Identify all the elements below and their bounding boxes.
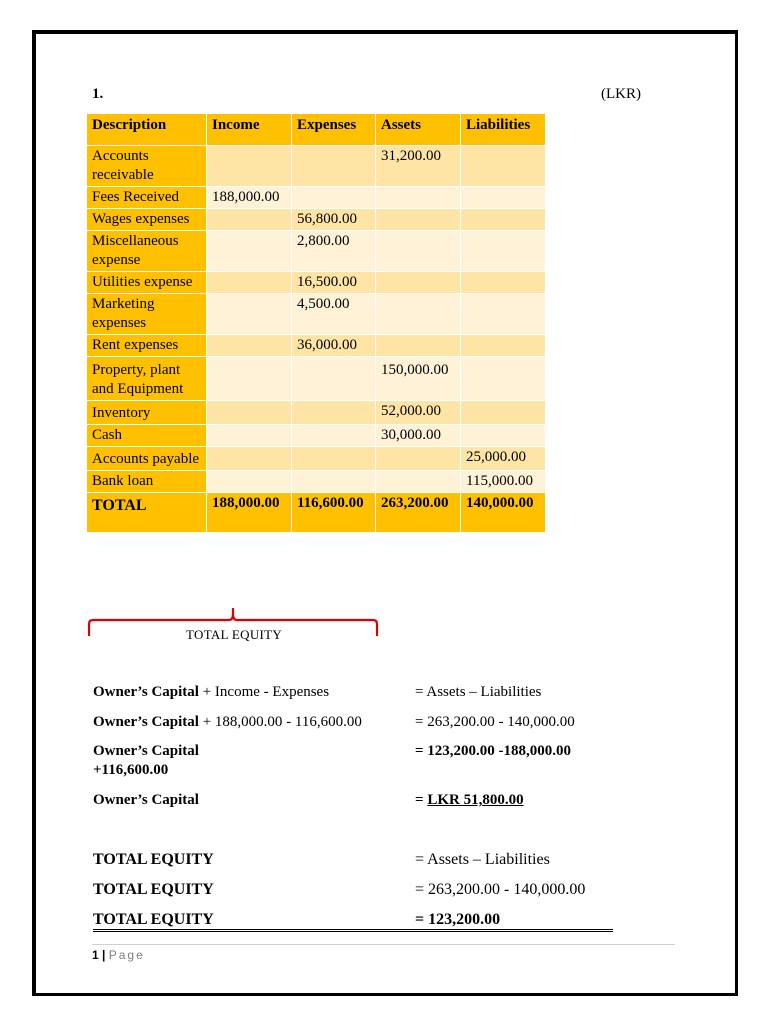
- total-income: 188,000.00: [207, 493, 292, 533]
- table-row: [87, 231, 546, 272]
- row-description: Property, plant and Equipment: [87, 357, 207, 401]
- row-income: [207, 357, 292, 401]
- eq3-term: Owner’s Capital: [93, 743, 199, 759]
- row-income: [207, 231, 292, 272]
- row-expenses: [292, 471, 376, 493]
- total-equity-line-1-right: = Assets – Liabilities: [415, 851, 550, 868]
- table-row: [87, 146, 546, 187]
- row-liabilities: [461, 187, 546, 209]
- row-assets: [376, 187, 461, 209]
- equation-line-1-left: [93, 683, 329, 702]
- row-description: Accounts payable: [87, 447, 207, 471]
- row-expenses: 2,800.00: [292, 231, 376, 272]
- table-row: [87, 357, 546, 401]
- row-income: 188,000.00: [207, 187, 292, 209]
- total-equity-result: = 123,200.00: [415, 911, 501, 928]
- row-income: [207, 447, 292, 471]
- row-liabilities: [461, 294, 546, 335]
- total-equity-line-2-left: TOTAL EQUITY: [93, 881, 214, 898]
- row-expenses: [292, 447, 376, 471]
- row-liabilities: [461, 272, 546, 294]
- row-income: [207, 335, 292, 357]
- eq2-term: Owner’s Capital: [93, 714, 199, 730]
- row-assets: 30,000.00: [376, 425, 461, 447]
- owners-capital-result: LKR 51,800.00: [427, 792, 524, 808]
- total-equity-line-3: [93, 911, 613, 932]
- row-assets: [376, 294, 461, 335]
- eq4-prefix: =: [415, 792, 428, 808]
- total-row: [87, 493, 546, 533]
- page-number: 1: [92, 948, 99, 962]
- equation-line-4-left: Owner’s Capital: [93, 792, 199, 808]
- eq1-term: Owner’s Capital: [93, 684, 199, 700]
- row-liabilities: 25,000.00: [461, 447, 546, 471]
- table-row: [87, 209, 546, 231]
- table-row: [87, 187, 546, 209]
- total-equity-line-3-left: TOTAL EQUITY: [93, 911, 214, 928]
- table-header-row: [87, 114, 546, 146]
- row-description: Accounts receivable: [87, 146, 207, 187]
- row-description: Rent expenses: [87, 335, 207, 357]
- row-liabilities: [461, 231, 546, 272]
- row-expenses: 16,500.00: [292, 272, 376, 294]
- row-assets: 52,000.00: [376, 401, 461, 425]
- eq3-rest: +116,600.00: [93, 762, 169, 778]
- row-liabilities: [461, 425, 546, 447]
- table-row: [87, 425, 546, 447]
- row-assets: [376, 272, 461, 294]
- row-income: [207, 425, 292, 447]
- total-equity-line-1-left: TOTAL EQUITY: [93, 851, 214, 868]
- row-expenses: 56,800.00: [292, 209, 376, 231]
- eq1-rest: + Income - Expenses: [198, 684, 330, 700]
- eq2-rest: + 188,000.00 - 116,600.00: [198, 714, 362, 730]
- page-separator: |: [102, 948, 106, 962]
- table-row: [87, 401, 546, 425]
- equation-line-3-right: = 123,200.00 -188,000.00: [415, 743, 572, 759]
- row-description: Wages expenses: [87, 209, 207, 231]
- table-row: [87, 294, 546, 335]
- row-expenses: [292, 187, 376, 209]
- footer-divider: [92, 944, 675, 945]
- header-expenses: Expenses: [292, 114, 376, 146]
- row-liabilities: [461, 209, 546, 231]
- row-assets: 31,200.00: [376, 146, 461, 187]
- row-expenses: [292, 357, 376, 401]
- equation-line-3-left: [93, 742, 199, 780]
- row-description: Cash: [87, 425, 207, 447]
- row-description: Utilities expense: [87, 272, 207, 294]
- row-description: Inventory: [87, 401, 207, 425]
- row-expenses: [292, 425, 376, 447]
- equation-line-2-right: = 263,200.00 - 140,000.00: [415, 714, 575, 730]
- row-description: Bank loan: [87, 471, 207, 493]
- total-label: TOTAL: [87, 493, 207, 533]
- row-expenses: [292, 401, 376, 425]
- question-number: 1.: [92, 86, 104, 102]
- row-description: Miscellaneous expense: [87, 231, 207, 272]
- row-income: [207, 272, 292, 294]
- row-liabilities: [461, 146, 546, 187]
- row-assets: [376, 447, 461, 471]
- row-liabilities: 115,000.00: [461, 471, 546, 493]
- row-description: Fees Received: [87, 187, 207, 209]
- row-assets: [376, 231, 461, 272]
- row-assets: [376, 471, 461, 493]
- row-income: [207, 294, 292, 335]
- total-expenses: 116,600.00: [292, 493, 376, 533]
- equation-line-4-right: [415, 791, 524, 810]
- row-income: [207, 146, 292, 187]
- table-row: [87, 447, 546, 471]
- equation-line-2-left: [93, 713, 362, 732]
- ledger-table: [87, 114, 546, 533]
- currency-label: (LKR): [601, 86, 641, 102]
- total-assets: 263,200.00: [376, 493, 461, 533]
- header-description: Description: [87, 114, 207, 146]
- row-expenses: 4,500.00: [292, 294, 376, 335]
- row-assets: [376, 209, 461, 231]
- row-assets: 150,000.00: [376, 357, 461, 401]
- row-liabilities: [461, 357, 546, 401]
- page-footer: [92, 948, 145, 962]
- row-expenses: 36,000.00: [292, 335, 376, 357]
- row-income: [207, 209, 292, 231]
- brace-label: TOTAL EQUITY: [186, 627, 283, 642]
- header-liabilities: Liabilities: [461, 114, 546, 146]
- table-row: [87, 272, 546, 294]
- total-equity-line-2-right: = 263,200.00 - 140,000.00: [415, 881, 586, 898]
- row-liabilities: [461, 401, 546, 425]
- row-income: [207, 471, 292, 493]
- total-liabilities: 140,000.00: [461, 493, 546, 533]
- row-description: Marketing expenses: [87, 294, 207, 335]
- header-income: Income: [207, 114, 292, 146]
- row-assets: [376, 335, 461, 357]
- header-assets: Assets: [376, 114, 461, 146]
- table-row: [87, 471, 546, 493]
- page-label: Page: [108, 948, 145, 962]
- row-income: [207, 401, 292, 425]
- table-row: [87, 335, 546, 357]
- equation-line-1-right: = Assets – Liabilities: [415, 684, 542, 700]
- row-expenses: [292, 146, 376, 187]
- row-liabilities: [461, 335, 546, 357]
